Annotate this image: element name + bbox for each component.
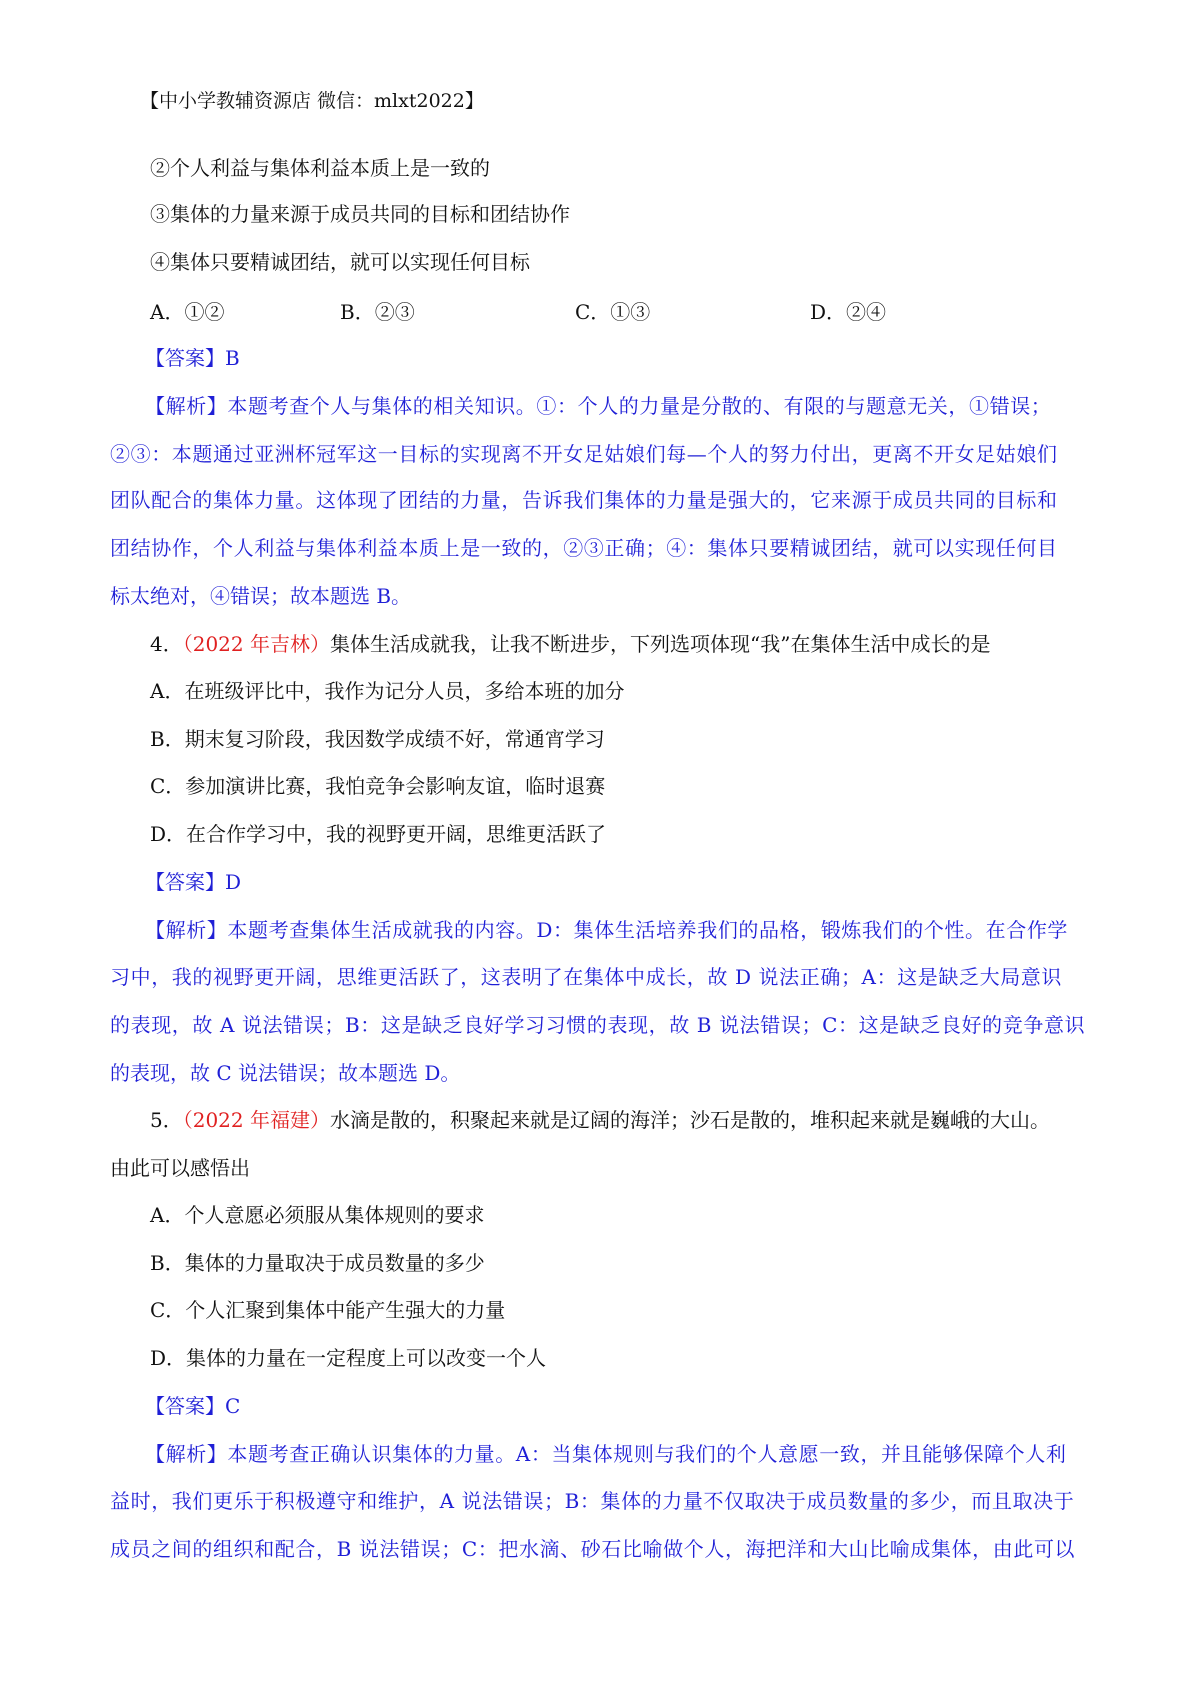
q5-stem <box>150 1106 1050 1134</box>
q5-stem-text: 水滴是散的，积聚起来就是辽阔的海洋；沙石是散的，堆积起来就是巍峨的大山。 <box>330 1108 1050 1132</box>
q4-stem <box>150 630 990 658</box>
q3-choice-d: D．②④ <box>810 300 887 324</box>
q5-analysis-line: 益时，我们更乐于积极遵守和维护，A 说法错误；B：集体的力量不仅取决于成员数量的多少，而且取决于 <box>110 1489 1075 1513</box>
q3-option-3: ③集体的力量来源于成员共同的目标和团结协作 <box>150 202 570 226</box>
q3-option-4: ④集体只要精诚团结，就可以实现任何目标 <box>150 250 530 274</box>
q3-choices <box>150 296 1050 324</box>
q3-analysis-line: 团队配合的集体力量。这体现了团结的力量，告诉我们集体的力量是强大的，它来源于成员共同的目标和 <box>110 488 1058 512</box>
q5-stem-continued: 由此可以感悟出 <box>110 1156 250 1180</box>
q4-option-a: A．在班级评比中，我作为记分人员，多给本班的加分 <box>150 679 625 703</box>
q3-answer: 【答案】B <box>145 346 240 370</box>
q5-number: 5． <box>150 1108 183 1132</box>
q5-analysis-line: 【解析】本题考查正确认识集体的力量。A：当集体规则与我们的个人意愿一致，并且能够保障个人利 <box>145 1442 1067 1466</box>
q3-choice-b: B．②③ <box>340 300 415 324</box>
q3-choice-c: C．①③ <box>575 300 651 324</box>
q4-analysis-line: 习中，我的视野更开阔，思维更活跃了，这表明了在集体中成长，故 D 说法正确；A：这是缺乏大局意识 <box>110 965 1062 989</box>
q4-answer: 【答案】D <box>145 870 242 894</box>
q5-option-a: A．个人意愿必须服从集体规则的要求 <box>150 1203 485 1227</box>
q5-option-c: C．个人汇聚到集体中能产生强大的力量 <box>150 1298 506 1322</box>
watermark-header: 【中小学教辅资源店 微信：mlxt2022】 <box>140 90 484 112</box>
q3-analysis-line: ②③：本题通过亚洲杯冠军这一目标的实现离不开女足姑娘们每—个人的努力付出，更离不开女足姑娘们 <box>110 442 1058 466</box>
q3-analysis-line: 标太绝对，④错误；故本题选 B。 <box>110 584 412 608</box>
q3-option-2: ②个人利益与集体利益本质上是一致的 <box>150 156 490 180</box>
q5-option-b: B．集体的力量取决于成员数量的多少 <box>150 1251 485 1275</box>
q4-analysis-line: 的表现，故 C 说法错误；故本题选 D。 <box>110 1061 461 1085</box>
q3-choice-a: A．①② <box>150 300 225 324</box>
q4-analysis-line: 【解析】本题考查集体生活成就我的内容。D：集体生活培养我们的品格，锻炼我们的个性。在合作学 <box>145 918 1069 942</box>
q4-option-c: C．参加演讲比赛，我怕竞争会影响友谊，临时退赛 <box>150 774 606 798</box>
q4-analysis-line: 的表现，故 A 说法错误；B：这是缺乏良好学习习惯的表现，故 B 说法错误；C：这是缺乏良好的竞争意识 <box>110 1013 1086 1037</box>
q5-source: （2022 年福建） <box>182 1108 330 1132</box>
q5-option-d: D．集体的力量在一定程度上可以改变一个人 <box>150 1346 547 1370</box>
q4-number: 4． <box>150 632 183 656</box>
q4-option-b: B．期末复习阶段，我因数学成绩不好，常通宵学习 <box>150 727 605 751</box>
q5-analysis-line: 成员之间的组织和配合，B 说法错误；C：把水滴、砂石比喻做个人，海把洋和大山比喻成集体，由此可以 <box>110 1537 1076 1561</box>
q5-answer: 【答案】C <box>145 1394 241 1418</box>
q4-option-d: D．在合作学习中，我的视野更开阔，思维更活跃了 <box>150 822 607 846</box>
q4-stem-text: 集体生活成就我，让我不断进步，下列选项体现“我”在集体生活中成长的是 <box>330 632 991 656</box>
q3-analysis-line: 团结协作，个人利益与集体利益本质上是一致的，②③正确；④：集体只要精诚团结，就可以实现任何目 <box>110 536 1058 560</box>
q3-analysis-line: 【解析】本题考查个人与集体的相关知识。①：个人的力量是分散的、有限的与题意无关，①错误； <box>145 394 1052 418</box>
q4-source: （2022 年吉林） <box>182 632 330 656</box>
